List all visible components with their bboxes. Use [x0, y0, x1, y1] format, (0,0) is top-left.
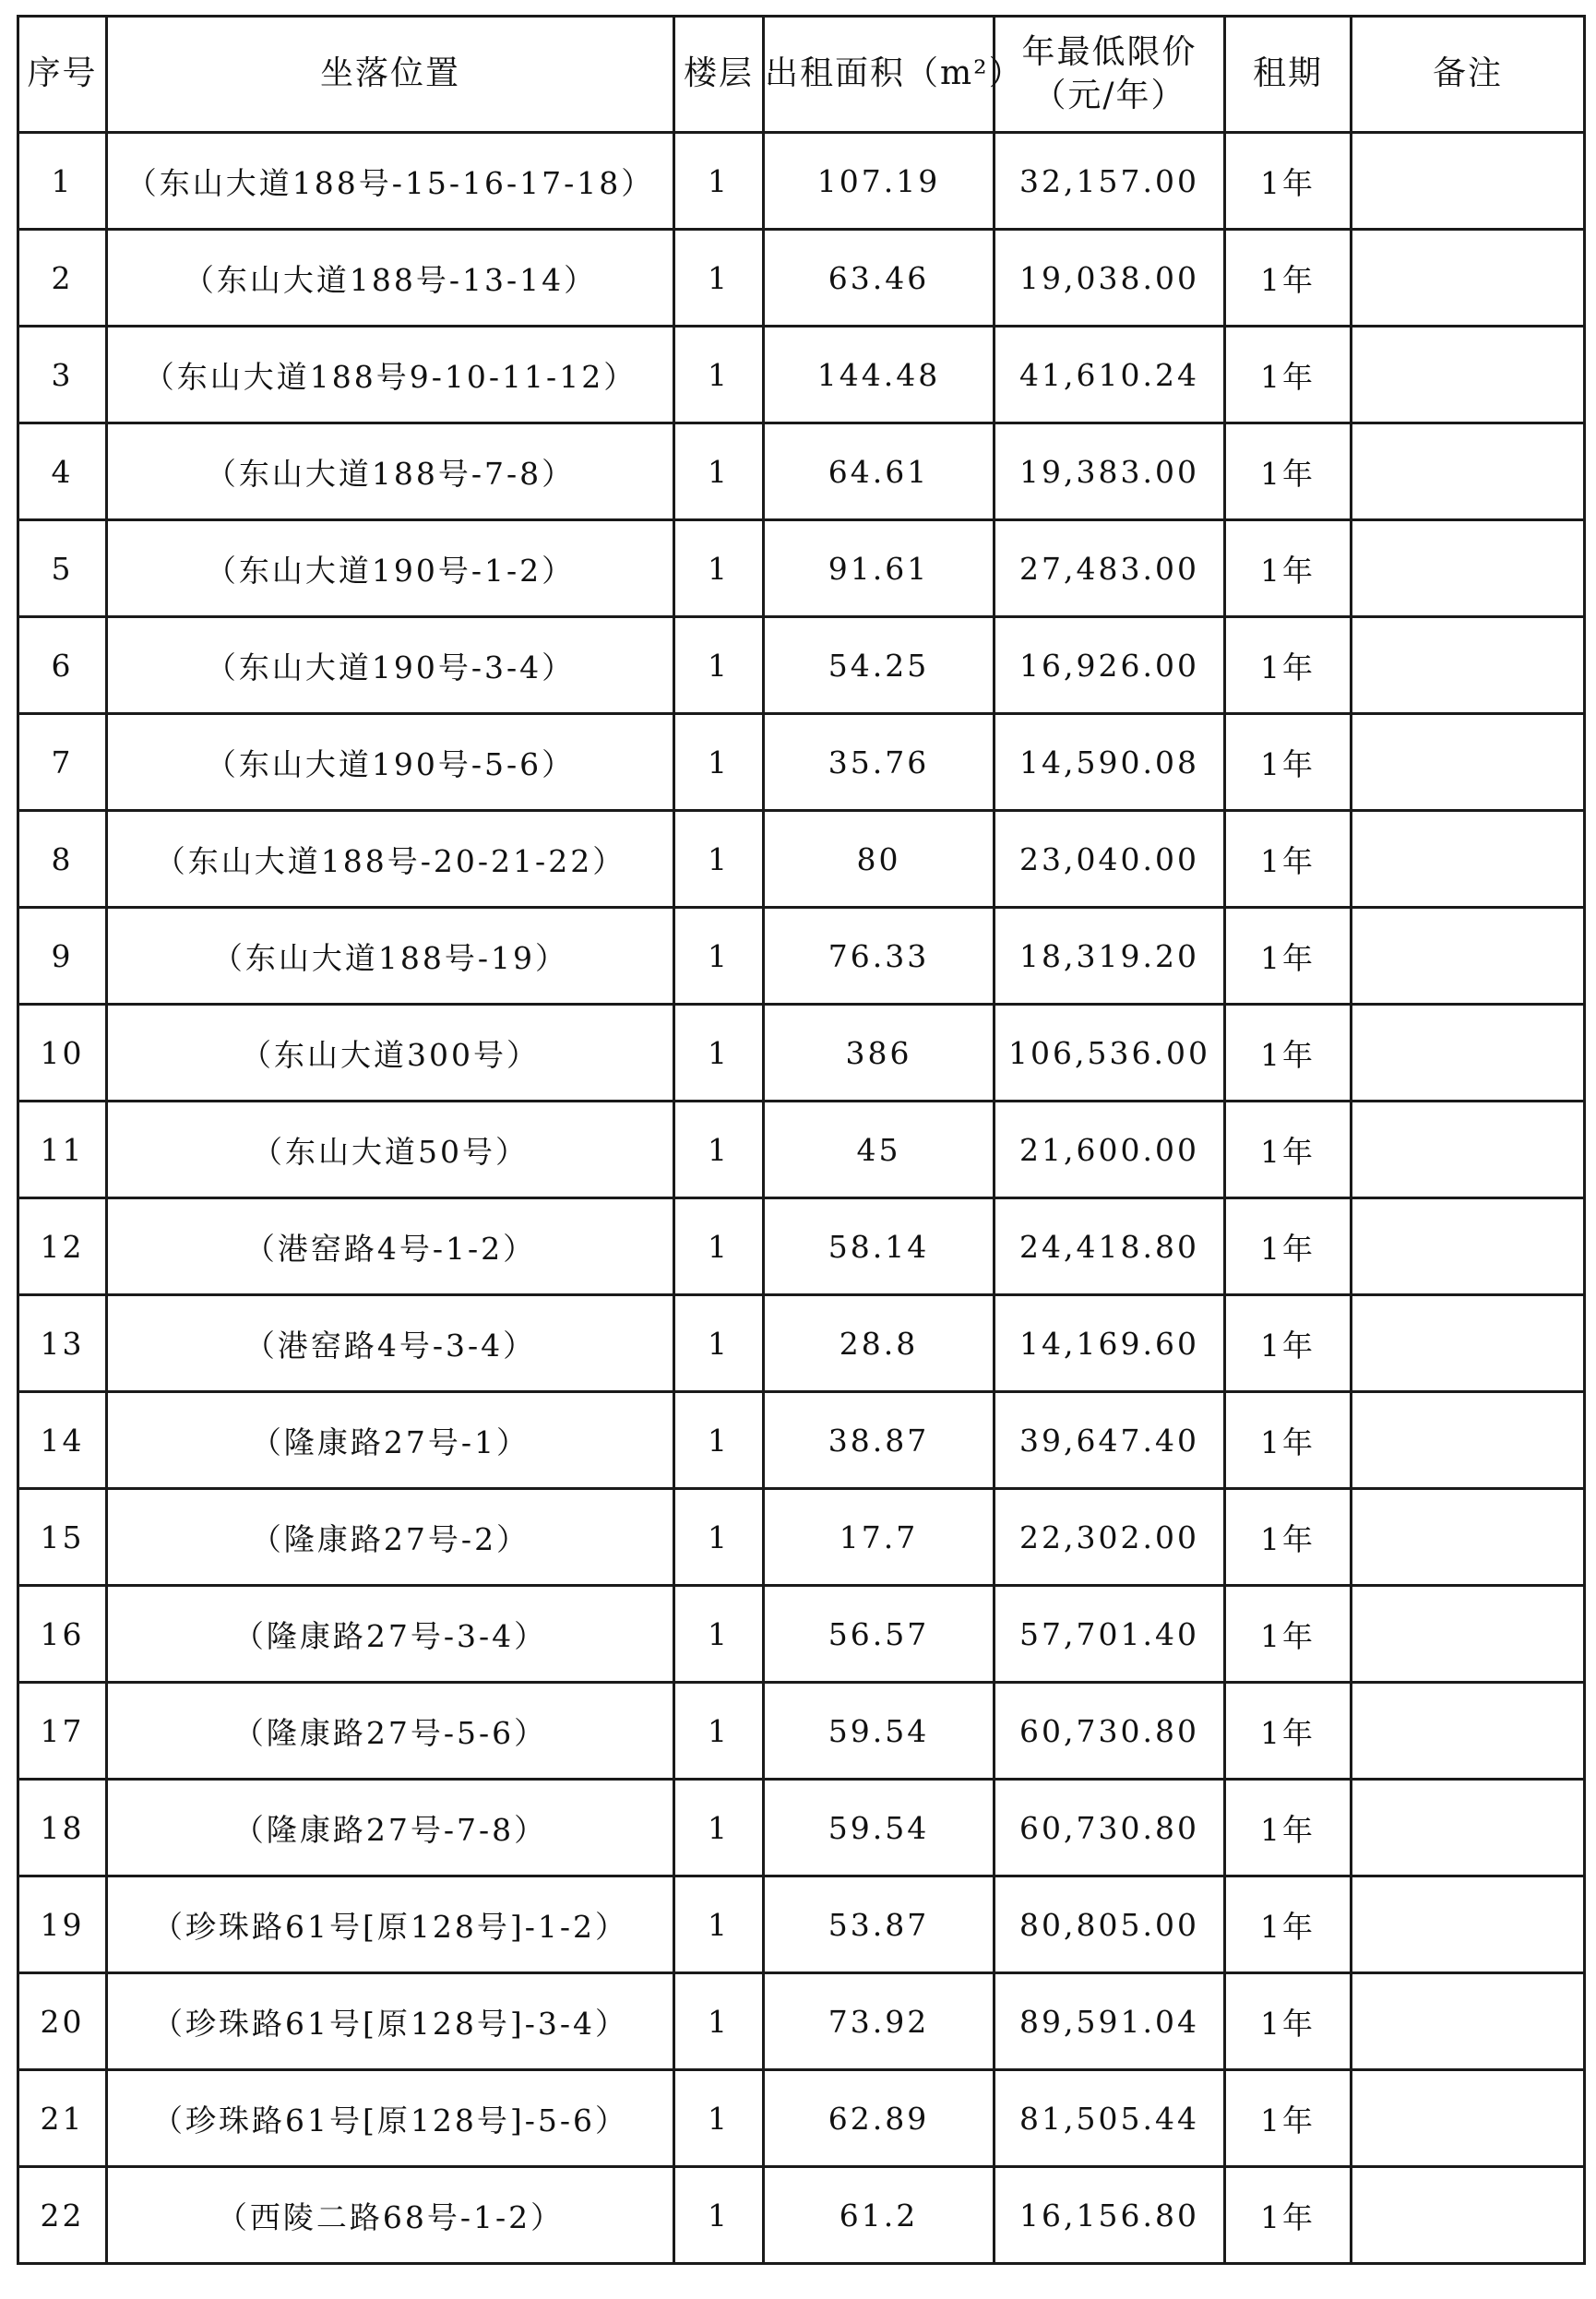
- cell-floor: 1: [674, 714, 764, 811]
- cell-location: （东山大道188号9-10-11-12）: [107, 327, 674, 423]
- cell-area: 386: [764, 1005, 995, 1102]
- cell-note: [1352, 1005, 1585, 1102]
- cell-note: [1352, 617, 1585, 714]
- cell-term: 1年: [1225, 423, 1352, 520]
- header-floor: 楼层: [674, 17, 764, 133]
- cell-price: 32,157.00: [995, 133, 1225, 230]
- cell-note: [1352, 230, 1585, 327]
- cell-seq: 1: [18, 133, 107, 230]
- cell-area: 59.54: [764, 1683, 995, 1780]
- cell-area: 58.14: [764, 1198, 995, 1295]
- cell-note: [1352, 2070, 1585, 2167]
- table-row: [18, 133, 1585, 230]
- cell-floor: 1: [674, 2070, 764, 2167]
- table-row: [18, 2167, 1585, 2264]
- cell-area: 144.48: [764, 327, 995, 423]
- cell-floor: 1: [674, 1973, 764, 2070]
- cell-price: 23,040.00: [995, 811, 1225, 908]
- cell-location: （西陵二路68号-1-2）: [107, 2167, 674, 2264]
- table-row: [18, 1489, 1585, 1586]
- cell-area: 54.25: [764, 617, 995, 714]
- cell-price: 60,730.80: [995, 1780, 1225, 1876]
- cell-price: 19,038.00: [995, 230, 1225, 327]
- cell-seq: 14: [18, 1392, 107, 1489]
- table-row: [18, 1973, 1585, 2070]
- cell-term: 1年: [1225, 1780, 1352, 1876]
- rental-listing-table: [17, 15, 1586, 2265]
- cell-seq: 17: [18, 1683, 107, 1780]
- header-seq: 序号: [18, 17, 107, 133]
- table-row: [18, 1102, 1585, 1198]
- cell-price: 60,730.80: [995, 1683, 1225, 1780]
- cell-area: 64.61: [764, 423, 995, 520]
- table-row: [18, 617, 1585, 714]
- cell-price: 14,169.60: [995, 1295, 1225, 1392]
- cell-price: 16,156.80: [995, 2167, 1225, 2264]
- cell-note: [1352, 1973, 1585, 2070]
- cell-term: 1年: [1225, 327, 1352, 423]
- table-row: [18, 714, 1585, 811]
- cell-note: [1352, 1102, 1585, 1198]
- cell-area: 38.87: [764, 1392, 995, 1489]
- cell-floor: 1: [674, 2167, 764, 2264]
- cell-price: 106,536.00: [995, 1005, 1225, 1102]
- cell-area: 56.57: [764, 1586, 995, 1683]
- cell-price: 24,418.80: [995, 1198, 1225, 1295]
- cell-note: [1352, 1198, 1585, 1295]
- cell-term: 1年: [1225, 520, 1352, 617]
- cell-note: [1352, 1586, 1585, 1683]
- cell-area: 91.61: [764, 520, 995, 617]
- cell-price: 14,590.08: [995, 714, 1225, 811]
- cell-price: 81,505.44: [995, 2070, 1225, 2167]
- cell-location: （东山大道190号-5-6）: [107, 714, 674, 811]
- cell-term: 1年: [1225, 1876, 1352, 1973]
- cell-term: 1年: [1225, 811, 1352, 908]
- cell-term: 1年: [1225, 714, 1352, 811]
- cell-seq: 10: [18, 1005, 107, 1102]
- cell-area: 107.19: [764, 133, 995, 230]
- cell-location: （隆康路27号-2）: [107, 1489, 674, 1586]
- table-row: [18, 1392, 1585, 1489]
- cell-location: （珍珠路61号[原128号]-3-4）: [107, 1973, 674, 2070]
- cell-location: （隆康路27号-3-4）: [107, 1586, 674, 1683]
- cell-area: 35.76: [764, 714, 995, 811]
- cell-area: 45: [764, 1102, 995, 1198]
- cell-price: 41,610.24: [995, 327, 1225, 423]
- cell-location: （隆康路27号-5-6）: [107, 1683, 674, 1780]
- cell-location: （东山大道50号）: [107, 1102, 674, 1198]
- header-note: 备注: [1352, 17, 1585, 133]
- cell-price: 21,600.00: [995, 1102, 1225, 1198]
- cell-floor: 1: [674, 617, 764, 714]
- cell-floor: 1: [674, 520, 764, 617]
- table-row: [18, 1683, 1585, 1780]
- cell-floor: 1: [674, 811, 764, 908]
- table-row: [18, 327, 1585, 423]
- cell-area: 63.46: [764, 230, 995, 327]
- cell-note: [1352, 1392, 1585, 1489]
- cell-location: （东山大道188号-7-8）: [107, 423, 674, 520]
- cell-location: （东山大道188号-13-14）: [107, 230, 674, 327]
- cell-term: 1年: [1225, 908, 1352, 1005]
- cell-seq: 2: [18, 230, 107, 327]
- cell-term: 1年: [1225, 2070, 1352, 2167]
- cell-seq: 5: [18, 520, 107, 617]
- cell-location: （东山大道188号-20-21-22）: [107, 811, 674, 908]
- cell-area: 28.8: [764, 1295, 995, 1392]
- table-row: [18, 1295, 1585, 1392]
- cell-location: （珍珠路61号[原128号]-5-6）: [107, 2070, 674, 2167]
- cell-price: 89,591.04: [995, 1973, 1225, 2070]
- cell-term: 1年: [1225, 1198, 1352, 1295]
- cell-area: 61.2: [764, 2167, 995, 2264]
- cell-note: [1352, 714, 1585, 811]
- cell-location: （珍珠路61号[原128号]-1-2）: [107, 1876, 674, 1973]
- cell-note: [1352, 1876, 1585, 1973]
- cell-area: 17.7: [764, 1489, 995, 1586]
- cell-area: 76.33: [764, 908, 995, 1005]
- cell-location: （港窑路4号-1-2）: [107, 1198, 674, 1295]
- table-body: [18, 133, 1585, 2264]
- cell-note: [1352, 811, 1585, 908]
- table-row: [18, 520, 1585, 617]
- header-term: 租期: [1225, 17, 1352, 133]
- cell-location: （东山大道188号-15-16-17-18）: [107, 133, 674, 230]
- cell-price: 80,805.00: [995, 1876, 1225, 1973]
- cell-price: 57,701.40: [995, 1586, 1225, 1683]
- cell-location: （东山大道190号-3-4）: [107, 617, 674, 714]
- cell-seq: 6: [18, 617, 107, 714]
- cell-note: [1352, 327, 1585, 423]
- cell-price: 39,647.40: [995, 1392, 1225, 1489]
- table-row: [18, 1586, 1585, 1683]
- cell-term: 1年: [1225, 617, 1352, 714]
- cell-seq: 13: [18, 1295, 107, 1392]
- cell-floor: 1: [674, 1683, 764, 1780]
- cell-term: 1年: [1225, 230, 1352, 327]
- cell-note: [1352, 908, 1585, 1005]
- cell-floor: 1: [674, 423, 764, 520]
- table-row: [18, 908, 1585, 1005]
- cell-note: [1352, 1295, 1585, 1392]
- cell-term: 1年: [1225, 1973, 1352, 2070]
- cell-floor: 1: [674, 1780, 764, 1876]
- cell-floor: 1: [674, 1005, 764, 1102]
- cell-location: （东山大道188号-19）: [107, 908, 674, 1005]
- cell-seq: 12: [18, 1198, 107, 1295]
- table-row: [18, 2070, 1585, 2167]
- cell-seq: 9: [18, 908, 107, 1005]
- table-row: [18, 1198, 1585, 1295]
- table-row: [18, 1005, 1585, 1102]
- cell-seq: 11: [18, 1102, 107, 1198]
- cell-price: 18,319.20: [995, 908, 1225, 1005]
- cell-seq: 3: [18, 327, 107, 423]
- cell-floor: 1: [674, 327, 764, 423]
- cell-floor: 1: [674, 1198, 764, 1295]
- cell-seq: 16: [18, 1586, 107, 1683]
- cell-area: 59.54: [764, 1780, 995, 1876]
- cell-note: [1352, 1489, 1585, 1586]
- cell-term: 1年: [1225, 1005, 1352, 1102]
- cell-seq: 4: [18, 423, 107, 520]
- cell-term: 1年: [1225, 1586, 1352, 1683]
- cell-term: 1年: [1225, 1683, 1352, 1780]
- header-price: [995, 17, 1225, 133]
- cell-floor: 1: [674, 908, 764, 1005]
- cell-note: [1352, 1780, 1585, 1876]
- cell-term: 1年: [1225, 1102, 1352, 1198]
- cell-note: [1352, 1683, 1585, 1780]
- table-row: [18, 811, 1585, 908]
- cell-location: （东山大道190号-1-2）: [107, 520, 674, 617]
- table-row: [18, 230, 1585, 327]
- cell-term: 1年: [1225, 1489, 1352, 1586]
- cell-term: 1年: [1225, 133, 1352, 230]
- header-area: 出租面积（m²）: [764, 17, 995, 133]
- table-row: [18, 423, 1585, 520]
- cell-price: 22,302.00: [995, 1489, 1225, 1586]
- cell-area: 80: [764, 811, 995, 908]
- cell-floor: 1: [674, 1392, 764, 1489]
- cell-location: （港窑路4号-3-4）: [107, 1295, 674, 1392]
- cell-seq: 20: [18, 1973, 107, 2070]
- table-row: [18, 1876, 1585, 1973]
- cell-area: 62.89: [764, 2070, 995, 2167]
- cell-area: 73.92: [764, 1973, 995, 2070]
- cell-price: 19,383.00: [995, 423, 1225, 520]
- cell-floor: 1: [674, 1876, 764, 1973]
- cell-price: 27,483.00: [995, 520, 1225, 617]
- cell-floor: 1: [674, 1295, 764, 1392]
- cell-location: （隆康路27号-1）: [107, 1392, 674, 1489]
- table-header: [18, 17, 1585, 133]
- cell-floor: 1: [674, 1489, 764, 1586]
- header-price-line1: 年最低限价: [1021, 32, 1197, 71]
- header-price-line2: （元/年）: [1032, 76, 1186, 114]
- header-row: [18, 17, 1585, 133]
- cell-floor: 1: [674, 1586, 764, 1683]
- cell-term: 1年: [1225, 1295, 1352, 1392]
- cell-note: [1352, 520, 1585, 617]
- cell-price: 16,926.00: [995, 617, 1225, 714]
- cell-floor: 1: [674, 230, 764, 327]
- cell-seq: 15: [18, 1489, 107, 1586]
- header-location: 坐落位置: [107, 17, 674, 133]
- cell-location: （隆康路27号-7-8）: [107, 1780, 674, 1876]
- cell-note: [1352, 2167, 1585, 2264]
- cell-note: [1352, 423, 1585, 520]
- cell-seq: 8: [18, 811, 107, 908]
- cell-term: 1年: [1225, 2167, 1352, 2264]
- cell-location: （东山大道300号）: [107, 1005, 674, 1102]
- table-row: [18, 1780, 1585, 1876]
- cell-area: 53.87: [764, 1876, 995, 1973]
- cell-seq: 18: [18, 1780, 107, 1876]
- cell-term: 1年: [1225, 1392, 1352, 1489]
- cell-floor: 1: [674, 133, 764, 230]
- cell-seq: 7: [18, 714, 107, 811]
- cell-seq: 22: [18, 2167, 107, 2264]
- cell-seq: 19: [18, 1876, 107, 1973]
- cell-floor: 1: [674, 1102, 764, 1198]
- cell-note: [1352, 133, 1585, 230]
- cell-seq: 21: [18, 2070, 107, 2167]
